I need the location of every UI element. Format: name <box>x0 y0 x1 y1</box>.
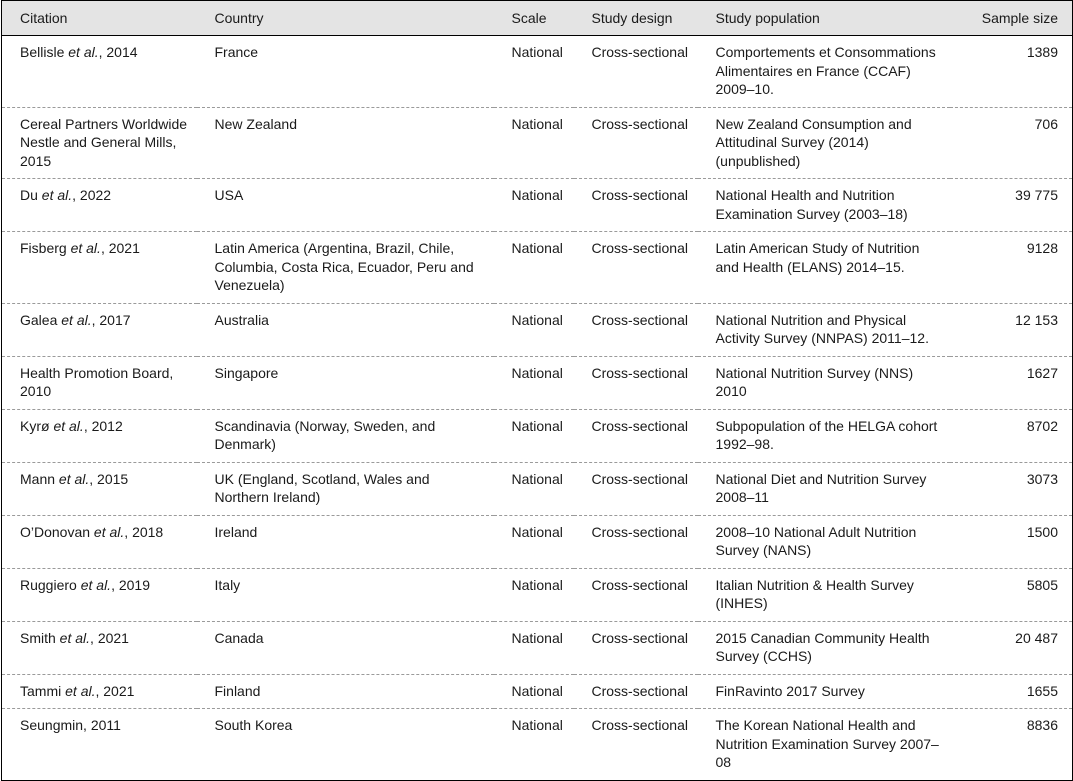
cell-country: Ireland <box>197 515 494 568</box>
citation-author: Tammi <box>20 682 62 699</box>
cell-study-population: The Korean National Health and Nutrition Examination Survey 2007–08 <box>698 709 950 781</box>
cell-scale: National <box>494 515 574 568</box>
cell-citation <box>2 621 197 674</box>
cell-citation <box>2 36 197 108</box>
cell-sample-size: 5805 <box>950 568 1073 621</box>
cell-country: France <box>197 36 494 108</box>
citation-etal: et al. <box>55 629 91 646</box>
cell-scale: National <box>494 36 574 108</box>
cell-scale: National <box>494 568 574 621</box>
cell-country: Canada <box>197 621 494 674</box>
cell-study-population: National Nutrition Survey (NNS) 2010 <box>698 356 950 409</box>
header-study-design: Study design <box>574 1 698 36</box>
citation-author: Ruggiero <box>20 576 77 593</box>
cell-citation <box>2 568 197 621</box>
table-row <box>2 179 1073 232</box>
cell-scale: National <box>494 709 574 781</box>
citation-author: Seungmin, 2011 <box>20 717 121 733</box>
table-row <box>2 621 1073 674</box>
cell-citation <box>2 409 197 462</box>
cell-study-design: Cross-sectional <box>574 179 698 232</box>
cell-study-design: Cross-sectional <box>574 709 698 781</box>
cell-sample-size: 8836 <box>950 709 1073 781</box>
cell-sample-size: 1655 <box>950 674 1073 709</box>
cell-country: Scandinavia (Norway, Sweden, and Denmark) <box>197 409 494 462</box>
cell-study-design: Cross-sectional <box>574 409 698 462</box>
header-row <box>2 1 1073 36</box>
cell-citation <box>2 674 197 709</box>
cell-study-population: Latin American Study of Nutrition and Health (ELANS) 2014–15. <box>698 232 950 304</box>
table-row <box>2 303 1073 356</box>
cell-study-population: 2008–10 National Adult Nutrition Survey (NANS) <box>698 515 950 568</box>
citation-etal: et al. <box>61 682 96 699</box>
cell-study-design: Cross-sectional <box>574 107 698 179</box>
cell-study-design: Cross-sectional <box>574 232 698 304</box>
table-row <box>2 568 1073 621</box>
citation-year: , 2021 <box>95 682 135 699</box>
cell-study-population: New Zealand Consumption and Attitudinal Survey (2014) (unpublished) <box>698 107 950 179</box>
cell-scale: National <box>494 303 574 356</box>
cell-scale: National <box>494 674 574 709</box>
cell-scale: National <box>494 107 574 179</box>
table-body <box>2 36 1073 781</box>
cell-citation <box>2 515 197 568</box>
cell-citation <box>2 356 197 409</box>
cell-citation <box>2 107 197 179</box>
table-row <box>2 36 1073 108</box>
cell-scale: National <box>494 462 574 515</box>
citation-author: Galea <box>20 311 58 328</box>
citation-author: O’Donovan <box>20 523 91 540</box>
cell-country: South Korea <box>197 709 494 781</box>
citation-etal: et al. <box>57 311 92 328</box>
citation-etal: et al. <box>76 576 112 593</box>
cell-study-population: 2015 Canadian Community Health Survey (CCHS) <box>698 621 950 674</box>
cell-study-population: National Health and Nutrition Examination Survey (2003–18) <box>698 179 950 232</box>
cell-sample-size: 1500 <box>950 515 1073 568</box>
header-citation: Citation <box>2 1 197 36</box>
cell-study-design: Cross-sectional <box>574 36 698 108</box>
citation-author: Mann <box>20 470 56 487</box>
cell-scale: National <box>494 409 574 462</box>
citation-etal: et al. <box>49 417 84 434</box>
citation-author: Du <box>20 187 38 203</box>
citation-year: , 2019 <box>111 576 151 593</box>
cell-sample-size: 8702 <box>950 409 1073 462</box>
cell-study-population: Subpopulation of the HELGA cohort 1992–98. <box>698 409 950 462</box>
citation-etal: et al. <box>90 523 125 540</box>
cell-country: USA <box>197 179 494 232</box>
cell-sample-size: 1389 <box>950 36 1073 108</box>
cell-study-population: National Diet and Nutrition Survey 2008–11 <box>698 462 950 515</box>
cell-study-design: Cross-sectional <box>574 568 698 621</box>
cell-study-design: Cross-sectional <box>574 621 698 674</box>
table-row <box>2 107 1073 179</box>
citation-author: Health Promotion Board, 2010 <box>20 364 174 399</box>
cell-country: Finland <box>197 674 494 709</box>
table-row <box>2 674 1073 709</box>
cell-country: Latin America (Argentina, Brazil, Chile, Columbia, Costa Rica, Ecuador, Peru and Venezuela) <box>197 232 494 304</box>
citation-year: , 2022 <box>72 187 112 203</box>
cell-country: Singapore <box>197 356 494 409</box>
cell-study-design: Cross-sectional <box>574 303 698 356</box>
citation-year: , 2021 <box>100 240 140 256</box>
cell-sample-size: 3073 <box>950 462 1073 515</box>
citation-year: , 2012 <box>83 417 123 434</box>
cell-sample-size: 706 <box>950 107 1073 179</box>
table-row <box>2 232 1073 304</box>
citation-year: , 2018 <box>124 523 164 540</box>
table-row <box>2 515 1073 568</box>
citation-author: Cereal Partners Worldwide Nestle and General Mills, 2015 <box>20 115 188 169</box>
citation-etal: et al. <box>55 470 90 487</box>
cell-sample-size: 12 153 <box>950 303 1073 356</box>
cell-study-design: Cross-sectional <box>574 674 698 709</box>
table-row <box>2 409 1073 462</box>
cell-study-population: Comportements et Consommations Alimentaires en France (CCAF) 2009–10. <box>698 36 950 108</box>
header-sample-size: Sample size <box>950 1 1073 36</box>
cell-scale: National <box>494 179 574 232</box>
citation-author: Bellisle <box>20 44 65 60</box>
citation-year: , 2015 <box>89 470 129 487</box>
citation-year: , 2014 <box>98 44 138 60</box>
citation-author: Smith <box>20 629 56 646</box>
cell-study-population: National Nutrition and Physical Activity Survey (NNPAS) 2011–12. <box>698 303 950 356</box>
cell-citation <box>2 232 197 304</box>
citation-author: Kyrø <box>20 417 50 434</box>
cell-citation <box>2 709 197 781</box>
header-country: Country <box>197 1 494 36</box>
table-row <box>2 462 1073 515</box>
table-row <box>2 356 1073 409</box>
cell-country: UK (England, Scotland, Wales and Northern Ireland) <box>197 462 494 515</box>
header-study-population: Study population <box>698 1 950 36</box>
cell-country: Australia <box>197 303 494 356</box>
cell-country: Italy <box>197 568 494 621</box>
cell-study-population: FinRavinto 2017 Survey <box>698 674 950 709</box>
cell-study-design: Cross-sectional <box>574 515 698 568</box>
cell-sample-size: 1627 <box>950 356 1073 409</box>
cell-sample-size: 39 775 <box>950 179 1073 232</box>
citation-etal: et al. <box>37 187 73 203</box>
cell-scale: National <box>494 356 574 409</box>
citation-etal: et al. <box>64 44 99 60</box>
cell-study-population: Italian Nutrition & Health Survey (INHES) <box>698 568 950 621</box>
cell-sample-size: 9128 <box>950 232 1073 304</box>
cell-citation <box>2 303 197 356</box>
cell-scale: National <box>494 232 574 304</box>
cell-scale: National <box>494 621 574 674</box>
header-scale: Scale <box>494 1 574 36</box>
cell-citation <box>2 462 197 515</box>
studies-table <box>1 0 1073 781</box>
cell-country: New Zealand <box>197 107 494 179</box>
cell-sample-size: 20 487 <box>950 621 1073 674</box>
citation-year: , 2017 <box>91 311 131 328</box>
citation-author: Fisberg <box>20 240 67 256</box>
citation-year: , 2021 <box>90 629 129 646</box>
table-row <box>2 709 1073 781</box>
cell-citation <box>2 179 197 232</box>
citation-etal: et al. <box>66 240 101 256</box>
cell-study-design: Cross-sectional <box>574 356 698 409</box>
cell-study-design: Cross-sectional <box>574 462 698 515</box>
